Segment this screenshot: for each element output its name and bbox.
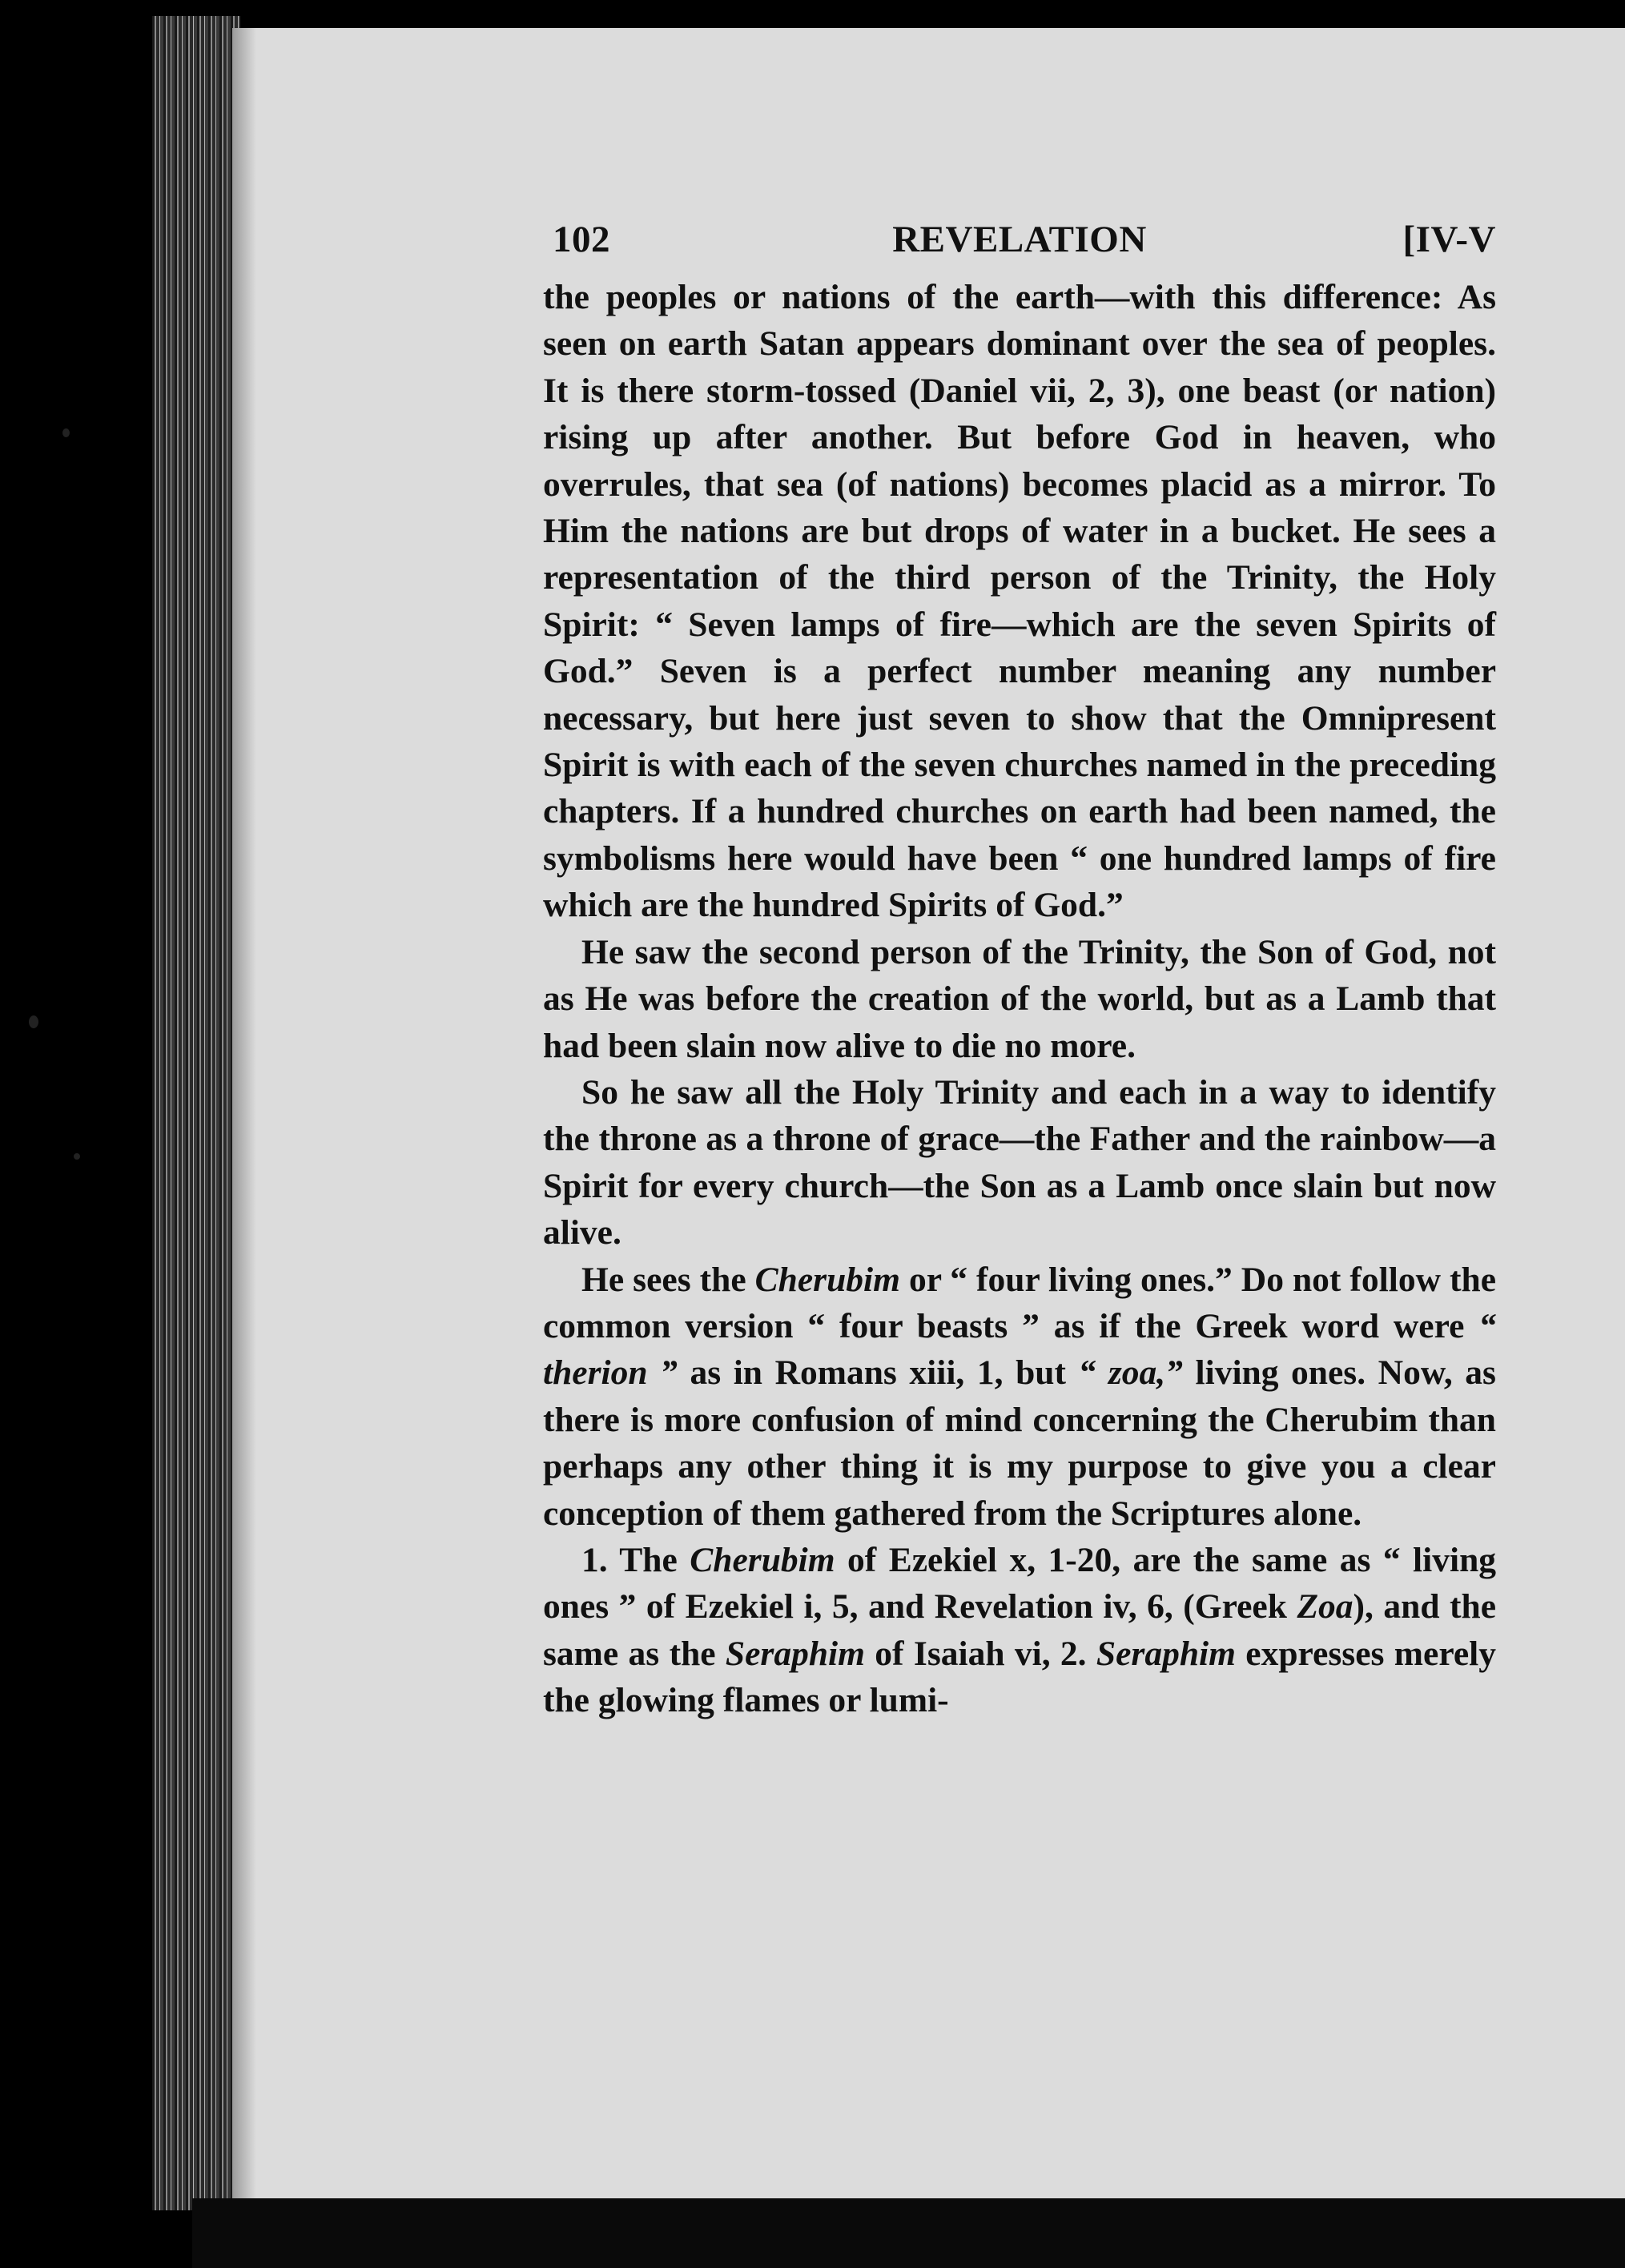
section-marker: [IV-V: [1402, 219, 1496, 260]
italic-text: “ therion ”: [543, 1306, 1496, 1393]
italic-text: Seraphim: [1096, 1634, 1236, 1673]
page-number: 102: [553, 219, 610, 260]
text-run: He sees the: [581, 1260, 755, 1299]
running-header: [543, 218, 1496, 274]
italic-text: Cherubim: [690, 1540, 835, 1579]
text-run: living ones. Now, as there is more confusion of mind concerning the Cherubim than perhaps any other thing it is my purpose to give you a clear conception of them gathered from the Scriptures alone.: [543, 1353, 1496, 1533]
scan-speck: [29, 1015, 38, 1028]
body-text: [543, 274, 1496, 1724]
italic-text: “ zoa,”: [1078, 1353, 1183, 1393]
scan-speck: [62, 428, 70, 437]
text-run: 1. The: [581, 1540, 690, 1579]
paragraph: [543, 1257, 1496, 1537]
text-run: expresses merely the glowing flames or lumi-: [543, 1634, 1496, 1720]
text-run: ), and the same as the: [543, 1587, 1497, 1673]
paragraph: [543, 1069, 1496, 1257]
italic-text: Seraphim: [725, 1634, 865, 1673]
text-run: So he saw all the Holy Trinity and each in a way to identify the throne as a throne of grace—the Father and the rainbow—a Spirit for every church—the Son as a Lamb once slain but now alive.: [543, 1072, 1496, 1253]
scan-speck: [74, 1153, 80, 1160]
text-run: or “ four living ones.” Do not follow the common version “ four beasts ” as if the Greek word were: [543, 1260, 1496, 1345]
text-run: as in Romans xiii, 1, but: [677, 1353, 1079, 1393]
book-page-edges: [152, 16, 240, 2210]
text-run: of Ezekiel x, 1-20, are the same as “ living ones ” of Ezekiel i, 5, and Revelation iv, 6, (Greek: [543, 1540, 1497, 1627]
text-run: of Isaiah vi, 2.: [864, 1634, 1096, 1673]
running-title: REVELATION: [892, 219, 1147, 260]
text-run: the peoples or nations of the earth—with this difference: As seen on earth Satan appears dominant over the sea of peoples. It is there storm-tossed (Daniel vii, 2, 3), one beast (or nation) rising up after another. But before God in heaven, who overrules, that sea (of nations) becomes placid as a mirror. To Him the nations are but drops of water in a bucket. He sees a representation of the third person of the Trinity, the Holy Spirit: “ Seven lamps of fire—which are the seven Spirits of God.” Seven is a perfect number meaning any number necessary, but here just seven to show that the Omnipresent Spirit is with each of the seven churches named in the preceding chapters. If a hundred churches on earth had been named, the symbolisms here would have been “ one hundred lamps of fire which are the hundred Spirits of God.”: [543, 278, 1496, 925]
paragraph: [543, 929, 1496, 1069]
italic-text: Cherubim: [754, 1260, 900, 1299]
text-run: He saw the second person of the Trinity, the Son of God, not as He was before the creation of the world, but as a Lamb that had been slain now alive to die no more.: [543, 932, 1496, 1065]
paragraph: [543, 1537, 1496, 1724]
italic-text: Zoa: [1297, 1587, 1353, 1627]
page-bottom-margin: [192, 2198, 1625, 2268]
page-text-block: [543, 218, 1496, 1724]
paragraph: [543, 274, 1496, 929]
